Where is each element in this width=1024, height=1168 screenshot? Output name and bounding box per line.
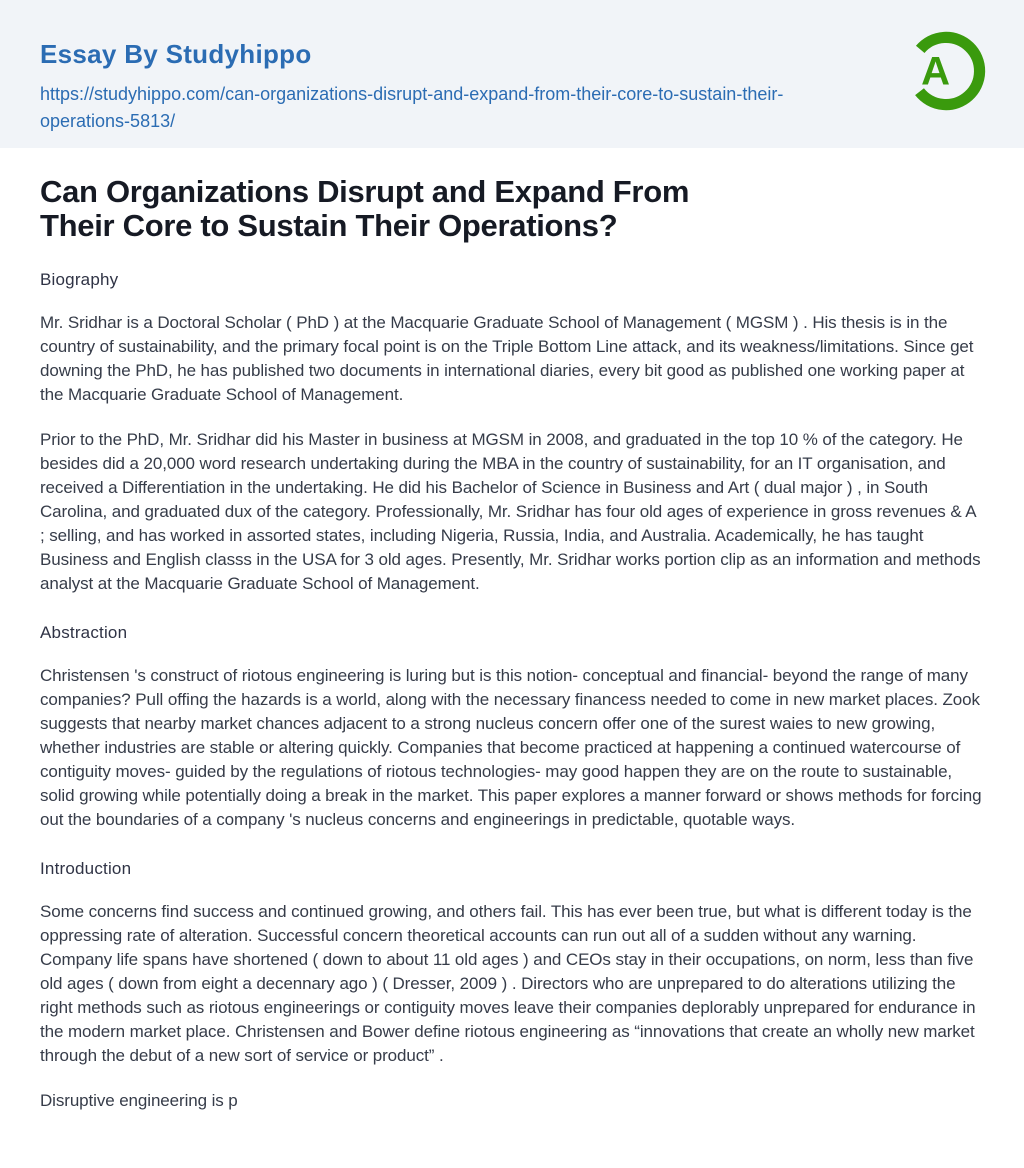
page-header — [0, 0, 1024, 148]
logo-letter: A — [921, 49, 951, 94]
studyhippo-logo-icon — [906, 31, 986, 111]
section-introduction — [40, 859, 984, 1113]
section-heading-biography: Biography — [40, 270, 119, 289]
paragraph: Mr. Sridhar is a Doctoral Scholar ( PhD ) at the Macquarie Graduate School of Management ( MGSM ) . His thesis is in the country of sustainability, and the primary focal point is on the Triple Bottom Line attack, and its weakness/limitations. Since get downing the PhD, he has published two documents in international diaries, every bit good as published one working paper at the Macquarie Graduate School of Management. — [40, 313, 974, 404]
essay-content — [0, 175, 1024, 1113]
page-title — [40, 175, 984, 243]
page-title-line-2: Their Core to Sustain Their Operations? — [40, 208, 618, 243]
section-heading-abstraction: Abstraction — [40, 623, 128, 642]
paragraph: Prior to the PhD, Mr. Sridhar did his Master in business at MGSM in 2008, and graduated in the top 10 % of the category. He besides did a 20,000 word research undertaking during the MBA in the country of sustainability, for an IT organisation, and received a Differentiation in the undertaking. He did his Bachelor of Science in Business and Art ( dual major ) , in South Carolina, and graduated dux of the category. Professionally, Mr. Sridhar has four old ages of experience in gross revenues & A ; selling, and has worked in assorted states, including Nigeria, Russia, India, and Australia. Academically, he has taught Business and English classs in the USA for 3 old ages. Presently, Mr. Sridhar works portion clip as an information and methods analyst at the Macquarie Graduate School of Management. — [40, 430, 981, 593]
page-title-line-1: Can Organizations Disrupt and Expand From — [40, 174, 690, 209]
section-heading-introduction: Introduction — [40, 859, 132, 878]
source-url-link[interactable]: https://studyhippo.com/can-organizations-disrupt-and-expand-from-their-core-to-sustain-their-operations-5813/ — [40, 83, 784, 131]
paragraph: Christensen 's construct of riotous engineering is luring but is this notion- conceptual and financial- beyond the range of many companies? Pull offing the hazards is a world, along with the necessary financess needed to come in new market places. Zook suggests that nearby market chances adjacent to a strong nucleus concern offer one of the surest waies to new growing, whether industries are stable or altering quickly. Companies that become practiced at happening a continued watercourse of contiguity moves- guided by the regulations of riotous technologies- may good happen they are on the route to sustainable, solid growing while potentially doing a break in the market. This paper explores a manner forward or shows methods for forcing out the boundaries of a company 's nucleus concerns and engineerings in predictable, quotable ways. — [40, 666, 982, 829]
section-biography — [40, 270, 984, 596]
section-abstraction — [40, 623, 984, 832]
paragraph-truncated: Disruptive engineering is p — [40, 1091, 238, 1110]
paragraph: Some concerns find success and continued growing, and others fail. This has ever been true, but what is different today is the oppressing rate of alteration. Successful concern theoretical accounts can run out all of a sudden without any warning. Company life spans have shortened ( down to about 11 old ages ) and CEOs stay in their occupations, on norm, less than five old ages ( down from eight a decennary ago ) ( Dresser, 2009 ) . Directors who are unprepared to do alterations utilizing the right methods such as riotous engineerings or contiguity moves leave their companies deplorably unprepared for endurance in the modern market place. Christensen and Bower define riotous engineering as “innovations that create an wholly new market through the debut of a new sort of service or product” . — [40, 902, 976, 1065]
site-brand: Essay By Studyhippo — [40, 39, 312, 69]
